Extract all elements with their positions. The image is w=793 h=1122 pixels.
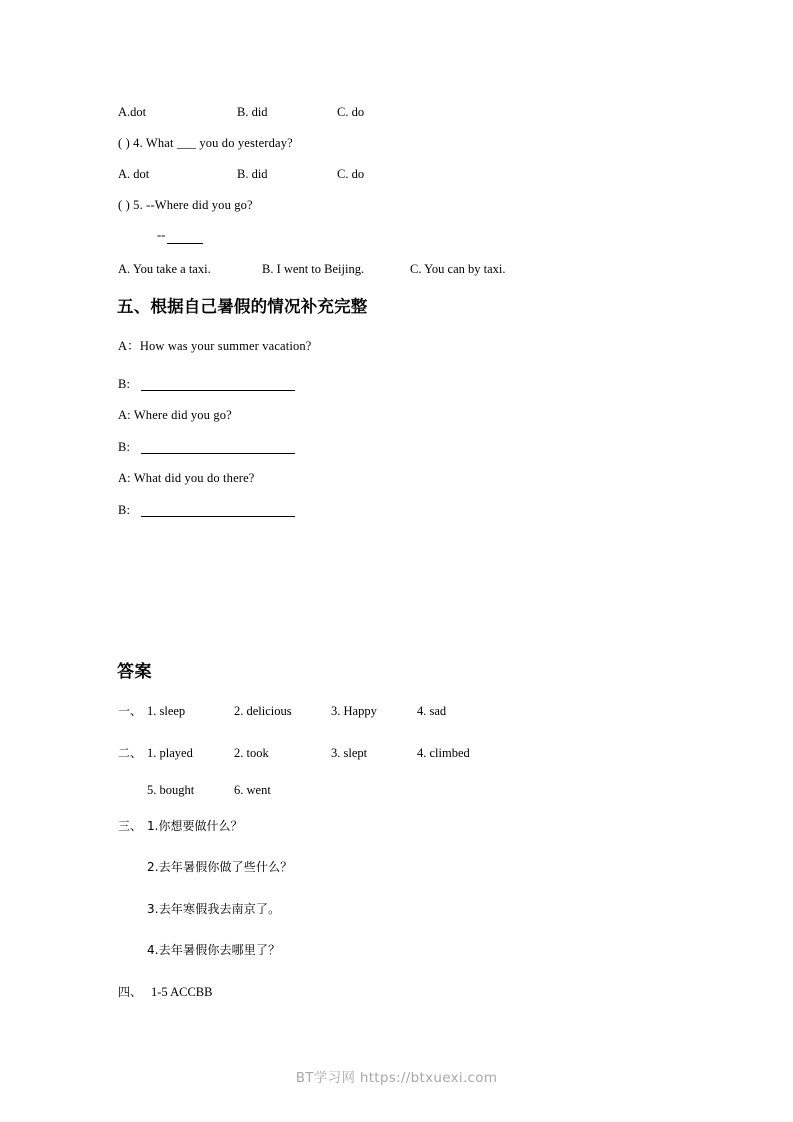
- answer-item: 4. sad: [417, 704, 447, 718]
- answer-marker-four: 四、: [118, 985, 143, 999]
- answer-item: 2.去年暑假你做了些什么？: [147, 860, 293, 874]
- q3-option-b: B. did: [237, 105, 268, 119]
- dialogue-prompt-3: A: What did you do there?: [118, 471, 255, 485]
- answer-marker-one: 一、: [118, 704, 143, 718]
- answer-item: 1-5 ACCBB: [151, 985, 213, 999]
- dialogue-reply-label-1: B:: [118, 377, 131, 391]
- dialogue-reply-label-3: B:: [118, 503, 131, 517]
- q4-option-b: B. did: [237, 167, 268, 181]
- dialogue-prompt-2: A: Where did you go?: [118, 408, 232, 422]
- dialogue-prompt-1: A：How was your summer vacation?: [118, 339, 312, 353]
- answer-item: 1.你想要做什么？: [147, 819, 243, 833]
- q3-option-c: C. do: [337, 105, 365, 119]
- answer-item: 4. climbed: [417, 746, 470, 760]
- question-5-answer-dash: --: [157, 228, 166, 242]
- answer-item: 6. went: [234, 783, 271, 797]
- q5-option-c: C. You can by taxi.: [410, 262, 506, 276]
- q4-option-a: A. dot: [118, 167, 150, 181]
- question-5-stem: ( ) 5. --Where did you go?: [118, 198, 253, 212]
- answer-item: 3. Happy: [331, 704, 377, 718]
- answer-item: 2. delicious: [234, 704, 292, 718]
- answer-item: 5. bought: [147, 783, 195, 797]
- dialogue-reply-label-2: B:: [118, 440, 131, 454]
- q3-option-a: A.dot: [118, 105, 147, 119]
- dialogue-answer-blank-1[interactable]: [141, 390, 295, 391]
- section-five-heading: 五、根据自己暑假的情况补充完整: [117, 297, 368, 316]
- answers-heading: 答案: [117, 662, 152, 682]
- answer-item: 1. played: [147, 746, 193, 760]
- footer-watermark: BT学习网 https://btxuexi.com: [295, 1070, 498, 1086]
- answer-item: 3.去年寒假我去南京了。: [147, 902, 281, 916]
- q5-option-b: B. I went to Beijing.: [262, 262, 365, 276]
- dialogue-answer-blank-2[interactable]: [141, 453, 295, 454]
- dialogue-answer-blank-3[interactable]: [141, 516, 295, 517]
- answer-marker-three: 三、: [118, 819, 143, 833]
- q4-option-c: C. do: [337, 167, 365, 181]
- question-5-answer-blank[interactable]: [167, 243, 203, 244]
- question-4-stem: ( ) 4. What ___ you do yesterday?: [118, 136, 293, 150]
- answer-item: 3. slept: [331, 746, 368, 760]
- answer-item: 4.去年暑假你去哪里了？: [147, 943, 281, 957]
- q5-option-a: A. You take a taxi.: [118, 262, 211, 276]
- answer-item: 2. took: [234, 746, 269, 760]
- answer-item: 1. sleep: [147, 704, 186, 718]
- answer-marker-two: 二、: [118, 746, 143, 760]
